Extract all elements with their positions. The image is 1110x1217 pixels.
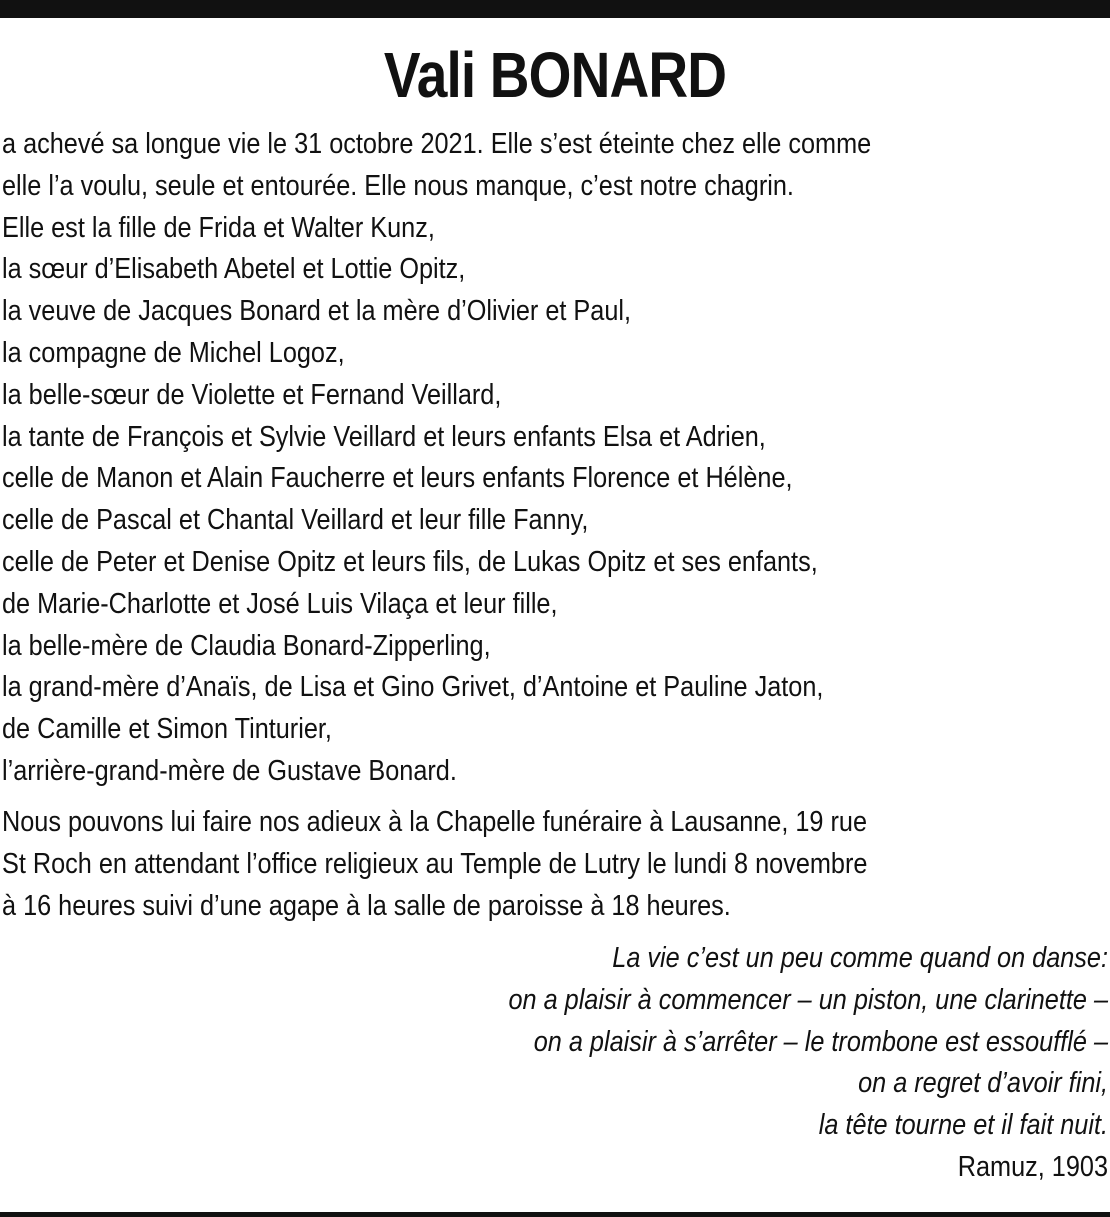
body-line: de Camille et Simon Tinturier, — [2, 713, 332, 746]
ceremony-line: Nous pouvons lui faire nos adieux à la Chapelle funéraire à Lausanne, 19 rue — [2, 806, 867, 838]
poem-line: la tête tourne et il fait nuit. — [818, 1109, 1108, 1142]
poem-line: on a plaisir à commencer – un piston, une clarinette – — [508, 983, 1108, 1016]
ceremony-paragraph — [2, 802, 1108, 927]
body-line: a achevé sa longue vie le 31 octobre 2021. Elle s’est éteinte chez elle comme — [2, 128, 872, 160]
deceased-name-title: Vali BONARD — [383, 39, 727, 111]
body-line: elle l’a voulu, seule et entourée. Elle nous manque, c’est notre chagrin. — [2, 169, 794, 202]
body-line: Elle est la fille de Frida et Walter Kunz, — [2, 211, 435, 244]
body-line: l’arrière-grand-mère de Gustave Bonard. — [2, 754, 457, 787]
body-line: celle de Manon et Alain Faucherre et leurs enfants Florence et Hélène, — [2, 462, 793, 495]
top-rule — [0, 0, 1110, 18]
body-line: la veuve de Jacques Bonard et la mère d’Olivier et Paul, — [2, 295, 632, 328]
bottom-rule — [0, 1212, 1110, 1217]
ceremony-line: St Roch en attendant l’office religieux au Temple de Lutry le lundi 8 novembre — [2, 847, 868, 880]
body-line: celle de Pascal et Chantal Veillard et leur fille Fanny, — [2, 504, 589, 537]
body-line: la compagne de Michel Logoz, — [2, 336, 345, 369]
body-line: la belle-mère de Claudia Bonard-Zipperling, — [2, 629, 491, 662]
poem-line: on a plaisir à s’arrêter – le trombone est essoufflé – — [533, 1025, 1108, 1058]
body-line: celle de Peter et Denise Opitz et leurs fils, de Lukas Opitz et ses enfants, — [2, 545, 818, 578]
ceremony-line: à 16 heures suivi d’une agape à la salle de paroisse à 18 heures. — [2, 889, 731, 922]
obituary-body — [2, 124, 1108, 793]
body-line: la grand-mère d’Anaïs, de Lisa et Gino Grivet, d’Antoine et Pauline Jaton, — [2, 671, 824, 704]
poem-author: Ramuz, 1903 — [957, 1150, 1108, 1183]
body-line: la tante de François et Sylvie Veillard et leurs enfants Elsa et Adrien, — [2, 420, 766, 453]
body-line: de Marie-Charlotte et José Luis Vilaça et leur fille, — [2, 587, 558, 620]
poem-quote — [2, 938, 1108, 1189]
poem-line: on a regret d’avoir fini, — [858, 1067, 1108, 1100]
body-line: la sœur d’Elisabeth Abetel et Lottie Opitz, — [2, 253, 466, 286]
poem-line: La vie c’est un peu comme quand on danse: — [612, 942, 1108, 974]
body-line: la belle-sœur de Violette et Fernand Veillard, — [2, 378, 502, 411]
